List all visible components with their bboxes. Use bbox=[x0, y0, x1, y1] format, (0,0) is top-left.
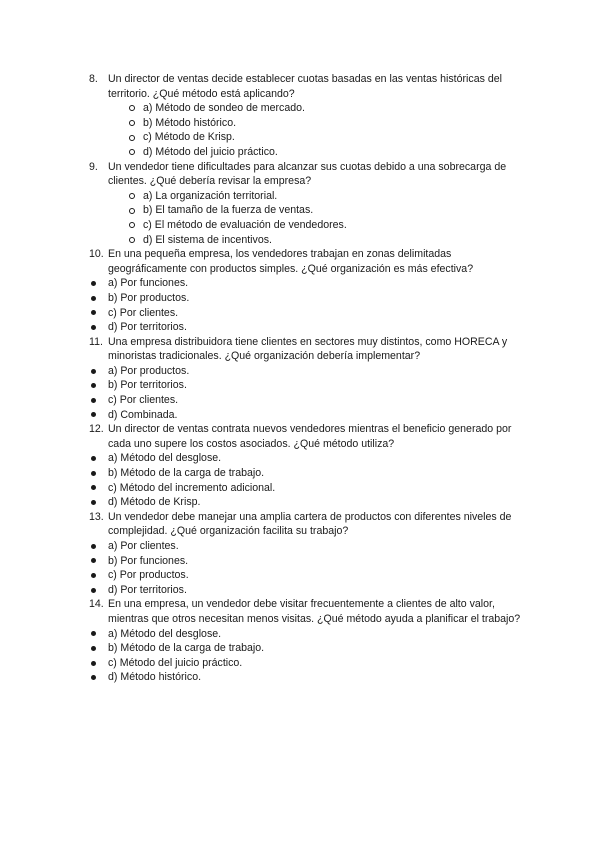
answer-option bbox=[89, 466, 529, 481]
answer-options bbox=[89, 627, 529, 685]
answer-option-label: c) Método del juicio práctico. bbox=[108, 656, 243, 669]
answer-option-label: b) Método de la carga de trabajo. bbox=[108, 642, 265, 655]
answer-option bbox=[89, 276, 529, 291]
answer-option bbox=[89, 408, 529, 423]
answer-options bbox=[89, 451, 529, 509]
answer-option bbox=[89, 539, 529, 554]
hollow-bullet-icon bbox=[129, 193, 135, 199]
question-text: Un director de ventas contrata nuevos vendedores mientras el beneficio generado por cada uno supere los costos asociados. ¿Qué método utiliza? bbox=[108, 423, 512, 450]
answer-option bbox=[89, 641, 529, 656]
question-item bbox=[89, 72, 529, 101]
answer-options bbox=[89, 364, 529, 422]
answer-option bbox=[89, 378, 529, 393]
answer-option bbox=[89, 481, 529, 496]
answer-option-label: b) El tamaño de la fuerza de ventas. bbox=[143, 204, 314, 217]
answer-option-label: b) Por territorios. bbox=[108, 379, 187, 392]
answer-option bbox=[89, 627, 529, 642]
answer-option-label: b) Por funciones. bbox=[108, 554, 189, 567]
question-item bbox=[89, 510, 529, 539]
bullet-icon bbox=[91, 471, 96, 476]
answer-option bbox=[89, 291, 529, 306]
answer-option-label: d) El sistema de incentivos. bbox=[143, 233, 272, 246]
question-item bbox=[89, 335, 529, 364]
answer-option-label: d) Método de Krisp. bbox=[108, 496, 201, 509]
answer-option bbox=[89, 101, 529, 116]
answer-option-label: c) Por clientes. bbox=[108, 306, 179, 319]
answer-option bbox=[89, 116, 529, 131]
question-text: Una empresa distribuidora tiene clientes en sectores muy distintos, como HORECA y minoristas tradicionales. ¿Qué organización debería implementar? bbox=[108, 335, 508, 363]
hollow-bullet-icon bbox=[129, 105, 135, 111]
bullet-icon bbox=[91, 281, 96, 286]
bullet-icon bbox=[91, 675, 96, 680]
answer-option-label: c) Método de Krisp. bbox=[143, 131, 235, 144]
bullet-icon bbox=[91, 544, 96, 549]
answer-option bbox=[89, 320, 529, 335]
hollow-bullet-icon bbox=[129, 135, 135, 141]
bullet-icon bbox=[91, 383, 96, 388]
question-item bbox=[89, 597, 529, 626]
question-number: 14. bbox=[89, 598, 104, 611]
bullet-icon bbox=[91, 369, 96, 374]
answer-option-label: c) Por productos. bbox=[108, 569, 189, 582]
bullet-icon bbox=[91, 398, 96, 403]
hollow-bullet-icon bbox=[129, 149, 135, 155]
answer-option-label: a) La organización territorial. bbox=[143, 189, 278, 202]
answer-option-label: c) El método de evaluación de vendedores. bbox=[143, 218, 347, 231]
bullet-icon bbox=[91, 296, 96, 301]
answer-option bbox=[89, 203, 529, 218]
answer-option-label: b) Por productos. bbox=[108, 291, 190, 304]
question-list bbox=[89, 72, 529, 685]
answer-option bbox=[89, 656, 529, 671]
answer-option bbox=[89, 451, 529, 466]
answer-option-label: d) Combinada. bbox=[108, 408, 178, 421]
question-number: 13. bbox=[89, 510, 104, 523]
answer-option bbox=[89, 306, 529, 321]
answer-option-label: a) Método del desglose. bbox=[108, 627, 222, 640]
answer-option-label: c) Método del incremento adicional. bbox=[108, 481, 276, 494]
answer-option-label: d) Por territorios. bbox=[108, 321, 187, 334]
answer-option bbox=[89, 583, 529, 598]
answer-option bbox=[89, 189, 529, 204]
answer-option bbox=[89, 364, 529, 379]
question-text: Un vendedor tiene dificultades para alcanzar sus cuotas debido a una sobrecarga de clientes. ¿Qué debería revisar la empresa? bbox=[108, 160, 507, 188]
question-text: En una pequeña empresa, los vendedores trabajan en zonas delimitadas geográficamente con productos simples. ¿Qué organización es más efectiva? bbox=[108, 248, 474, 275]
answer-option bbox=[89, 145, 529, 160]
question-number: 10. bbox=[89, 248, 104, 261]
hollow-bullet-icon bbox=[129, 237, 135, 243]
answer-option-label: a) Por clientes. bbox=[108, 540, 179, 552]
question-text: Un director de ventas decide establecer cuotas basadas en las ventas históricas del territorio. ¿Qué método está aplicando? bbox=[108, 73, 502, 100]
answer-options bbox=[89, 539, 529, 597]
question-number: 8. bbox=[89, 73, 98, 85]
hollow-bullet-icon bbox=[129, 120, 135, 126]
question-text: Un vendedor debe manejar una amplia cartera de productos con diferentes niveles de complejidad. ¿Qué organización facilita su trabajo? bbox=[108, 510, 512, 538]
bullet-icon bbox=[91, 588, 96, 593]
bullet-icon bbox=[91, 661, 96, 666]
answer-option bbox=[89, 233, 529, 248]
bullet-icon bbox=[91, 573, 96, 578]
bullet-icon bbox=[91, 485, 96, 490]
answer-option-label: a) Método del desglose. bbox=[108, 452, 222, 465]
answer-option-label: a) Por productos. bbox=[108, 364, 190, 377]
answer-option bbox=[89, 393, 529, 408]
bullet-icon bbox=[91, 456, 96, 461]
answer-option bbox=[89, 495, 529, 510]
hollow-bullet-icon bbox=[129, 208, 135, 214]
answer-option bbox=[89, 218, 529, 233]
answer-options bbox=[89, 189, 529, 247]
answer-option-label: c) Por clientes. bbox=[108, 394, 179, 407]
bullet-icon bbox=[91, 325, 96, 330]
answer-options bbox=[89, 276, 529, 334]
answer-option bbox=[89, 568, 529, 583]
bullet-icon bbox=[91, 500, 96, 505]
bullet-icon bbox=[91, 558, 96, 563]
answer-option-label: a) Por funciones. bbox=[108, 277, 189, 290]
answer-option-label: b) Método de la carga de trabajo. bbox=[108, 467, 265, 480]
hollow-bullet-icon bbox=[129, 222, 135, 228]
question-item bbox=[89, 422, 529, 451]
answer-options bbox=[89, 101, 529, 159]
bullet-icon bbox=[91, 310, 96, 315]
question-text: En una empresa, un vendedor debe visitar frecuentemente a clientes de alto valor, mientras que otros necesitan menos visitas. ¿Qué método ayuda a planificar el trabajo? bbox=[108, 598, 521, 625]
answer-option-label: d) Método histórico. bbox=[108, 671, 202, 684]
question-item bbox=[89, 160, 529, 189]
question-number: 9. bbox=[89, 160, 98, 173]
question-number: 11. bbox=[89, 335, 103, 348]
answer-option bbox=[89, 130, 529, 145]
answer-option bbox=[89, 554, 529, 569]
bullet-icon bbox=[91, 412, 96, 417]
answer-option-label: b) Método histórico. bbox=[143, 116, 237, 129]
bullet-icon bbox=[91, 646, 96, 651]
bullet-icon bbox=[91, 631, 96, 636]
answer-option-label: a) Método de sondeo de mercado. bbox=[143, 102, 305, 115]
question-number: 12. bbox=[89, 423, 104, 436]
question-item bbox=[89, 247, 529, 276]
answer-option-label: d) Por territorios. bbox=[108, 583, 187, 596]
answer-option bbox=[89, 670, 529, 685]
answer-option-label: d) Método del juicio práctico. bbox=[143, 145, 278, 158]
